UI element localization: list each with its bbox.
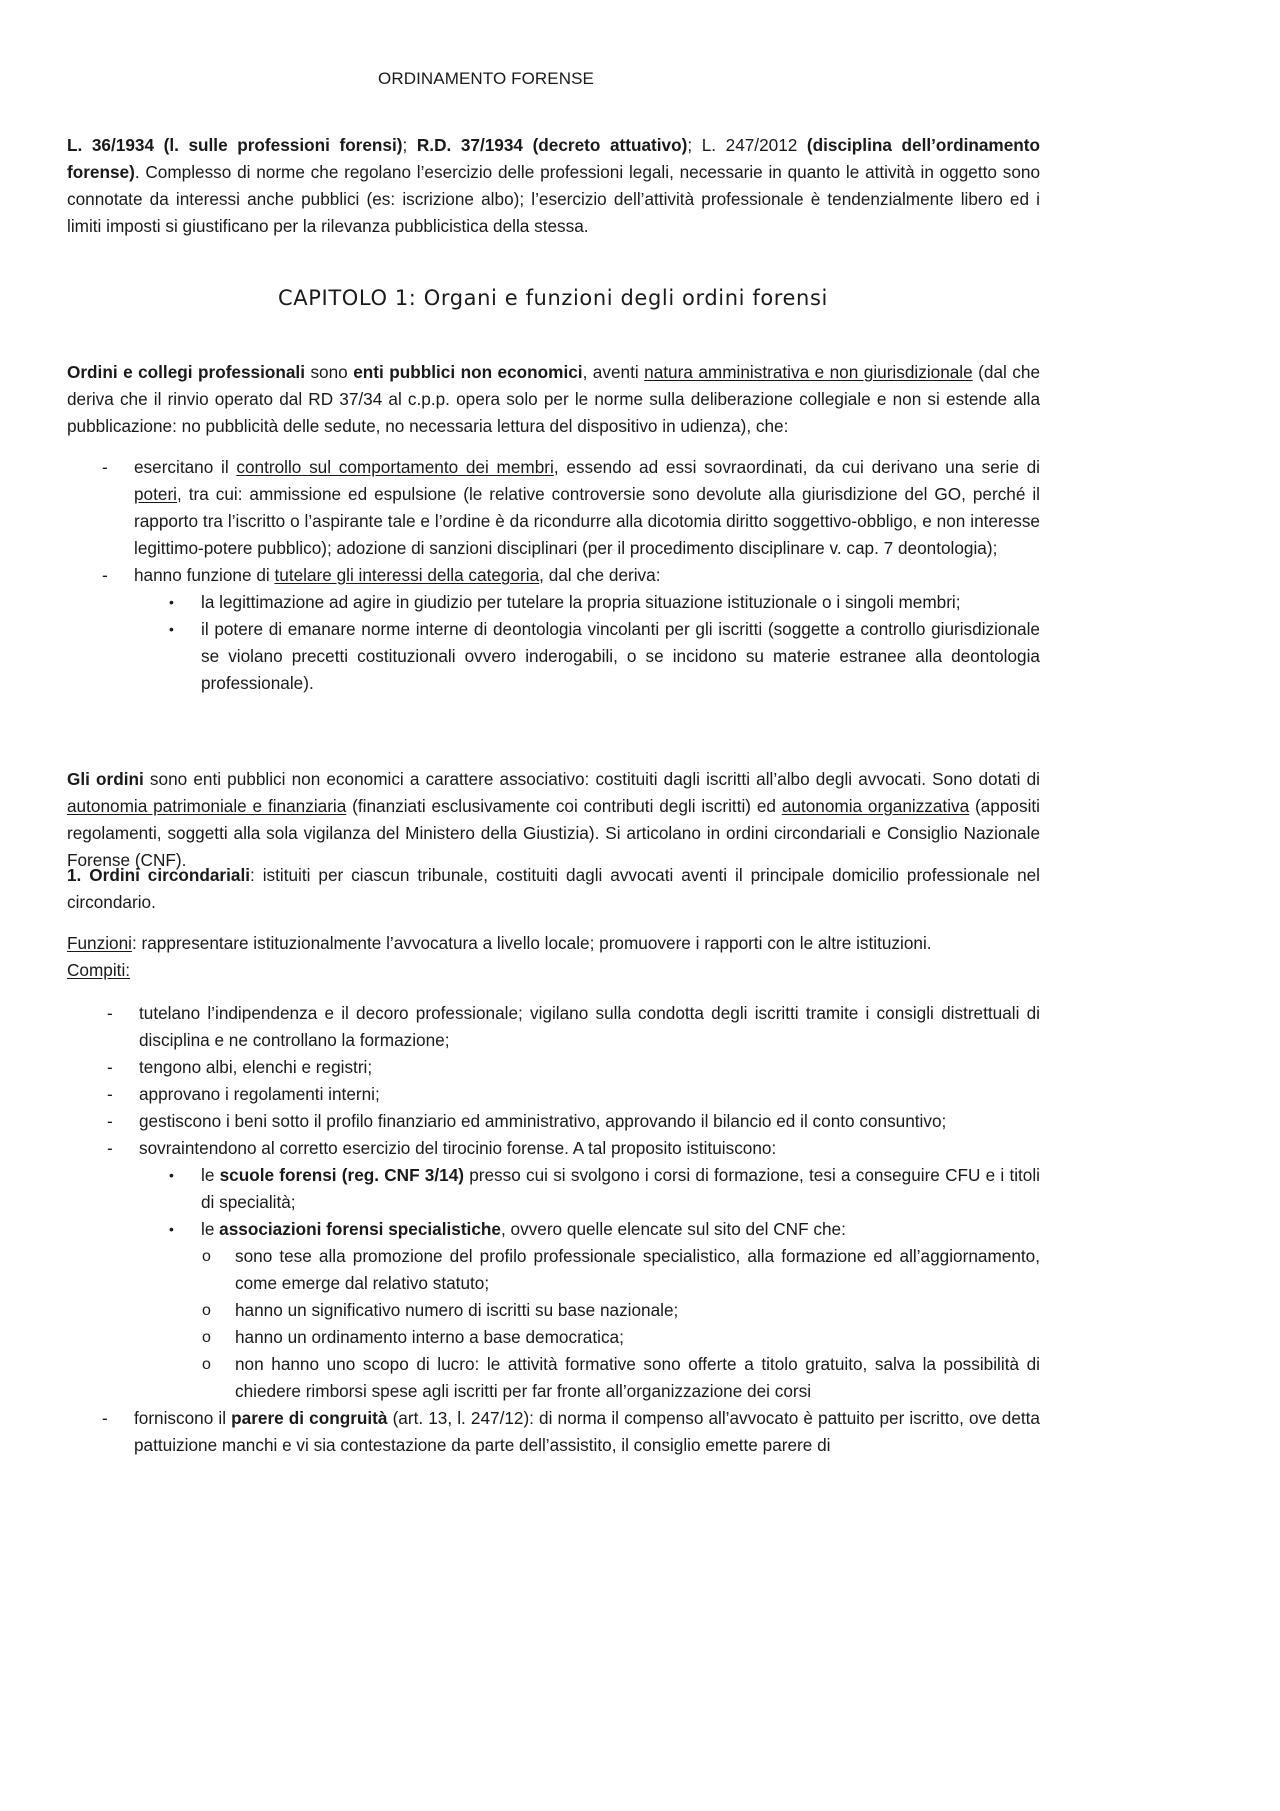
dash-bullet-icon: - xyxy=(107,1084,113,1104)
law-ref-2: R.D. 37/1934 (decreto attuativo) xyxy=(416,135,688,155)
paragraph-gli-ordini: Gli ordini sono enti pubblici non economici a carattere associativo: costituiti dagli iscritti all’albo degli avvocati. Sono dotati di autonomia patrimoniale e finanziaria (finanziati esclusivamente coi contributi degli iscritti) ed autonomia organizzativa (appositi regolamenti, soggetti alla sola vigilanza del Ministero della Giustizia). Si articolano in ordini circondariali e Consiglio Nazionale Forense (CNF). xyxy=(67,769,1041,870)
dash-bullet-icon: - xyxy=(107,1057,113,1077)
list-item: - sovraintendono al corretto esercizio del tirocinio forense. A tal proposito istituiscono: xyxy=(139,1135,1040,1162)
paragraph-ordini-collegi: Ordini e collegi professionali sono enti pubblici non economici, aventi natura amministrativa e non giurisdizionale (dal che deriva che il rinvio operato dal RD 37/34 al c.p.p. opera solo per le norme sulla deliberazione collegiale e non si estende alla pubblicazione: no pubblicità delle sedute, no necessaria lettura del dispositivo in udienza), che: xyxy=(67,362,1041,436)
paragraph-funzioni-compiti: Funzioni: rappresentare istituzionalmente l’avvocatura a livello locale; promuovere i rapporti con le altre istituzioni. Compiti: xyxy=(67,933,932,980)
list-item: • la legittimazione ad agire in giudizio per tutelare la propria situazione istituzionale o i singoli membri; xyxy=(201,589,1040,616)
chapter-heading: CAPITOLO 1: Organi e funzioni degli ordini forensi xyxy=(278,286,828,310)
paragraph-ordini-circondariali: 1. Ordini circondariali: istituiti per ciascun tribunale, costituiti dagli avvocati aventi il principale domicilio professionale nel circondario. xyxy=(67,865,1041,912)
law-ref-1: L. 36/1934 (l. sulle professioni forensi) xyxy=(67,135,403,155)
round-bullet-icon: • xyxy=(169,594,174,610)
law-ref-3: (disciplina dell’ordinamento forense) xyxy=(67,135,1040,182)
dash-bullet-icon: - xyxy=(102,1408,108,1428)
round-bullet-icon: • xyxy=(169,1221,174,1237)
list-item: o sono tese alla promozione del profilo professionale specialistico, alla formazione ed all’aggiornamento, come emerge dal relativo statuto; xyxy=(235,1243,1040,1297)
list-compiti xyxy=(67,1000,1040,1459)
dash-bullet-icon: - xyxy=(107,1138,113,1158)
list-item: • le scuole forensi (reg. CNF 3/14) presso cui si svolgono i corsi di formazione, tesi a conseguire CFU e i titoli di specialità; xyxy=(201,1162,1040,1216)
document-title: ORDINAMENTO FORENSE xyxy=(378,69,594,88)
circle-bullet-icon: o xyxy=(202,1329,211,1346)
list-item: - gestiscono i beni sotto il profilo finanziario ed amministrativo, approvando il bilancio ed il conto consuntivo; xyxy=(139,1108,1040,1135)
list-funzioni-ordini xyxy=(67,454,1040,697)
list-item: - hanno funzione di tutelare gli interessi della categoria, dal che deriva: xyxy=(134,562,1040,589)
intro-paragraph: L. 36/1934 (l. sulle professioni forensi); R.D. 37/1934 (decreto attuativo); L. 247/2012 (disciplina dell’ordinamento forense). Complesso di norme che regolano l’esercizio delle professioni legali, necessarie in quanto le attività in oggetto sono connotate da interessi anche pubblici (es: iscrizione albo); l’esercizio dell’attività professionale è tendenzialmente libero ed i limiti imposti si giustificano per la rilevanza pubblicistica della stessa. xyxy=(67,135,1040,236)
list-item: - tengono albi, elenchi e registri; xyxy=(139,1054,1040,1081)
list-item: • il potere di emanare norme interne di deontologia vincolanti per gli iscritti (soggette a controllo giurisdizionale se violano precetti costituzionali ovvero inderogabili, o se incidono su materie estranee alla deontologia professionale). xyxy=(201,616,1040,697)
round-bullet-icon: • xyxy=(169,621,174,637)
circle-bullet-icon: o xyxy=(202,1356,211,1373)
list-item: o hanno un significativo numero di iscritti su base nazionale; xyxy=(235,1297,1040,1324)
list-item: o hanno un ordinamento interno a base democratica; xyxy=(235,1324,1040,1351)
circle-bullet-icon: o xyxy=(202,1302,211,1319)
dash-bullet-icon: - xyxy=(107,1111,113,1131)
list-item: o non hanno uno scopo di lucro: le attività formative sono offerte a titolo gratuito, salva la possibilità di chiedere rimborsi spese agli iscritti per far fronte all’organizzazione dei corsi xyxy=(235,1351,1040,1405)
list-item: - approvano i regolamenti interni; xyxy=(139,1081,1040,1108)
list-item: - forniscono il parere di congruità (art. 13, l. 247/12): di norma il compenso all’avvocato è pattuito per iscritto, ove detta pattuizione manchi e vi sia contestazione da parte dell’assistito, il consiglio emette parere di xyxy=(134,1405,1040,1459)
circle-bullet-icon: o xyxy=(202,1248,211,1265)
list-item: - tutelano l’indipendenza e il decoro professionale; vigilano sulla condotta degli iscritti tramite i consigli distrettuali di disciplina e ne controllano la formazione; xyxy=(139,1000,1040,1054)
list-item: • le associazioni forensi specialistiche, ovvero quelle elencate sul sito del CNF che: xyxy=(201,1216,1040,1243)
dash-bullet-icon: - xyxy=(102,457,108,477)
list-item: - esercitano il controllo sul comportamento dei membri, essendo ad essi sovraordinati, da cui derivano una serie di poteri, tra cui: ammissione ed espulsione (le relative controversie sono devolute alla giurisdizione del GO, perché il rapporto tra l’iscritto o l’aspirante tale e l’ordine è da ricondurre alla dicotomia diritto soggettivo-obbligo, e non interesse legittimo-potere pubblico); adozione di sanzioni disciplinari (per il procedimento disciplinare v. cap. 7 deontologia); xyxy=(134,454,1040,562)
dash-bullet-icon: - xyxy=(107,1003,113,1023)
dash-bullet-icon: - xyxy=(102,565,108,585)
round-bullet-icon: • xyxy=(169,1167,174,1183)
